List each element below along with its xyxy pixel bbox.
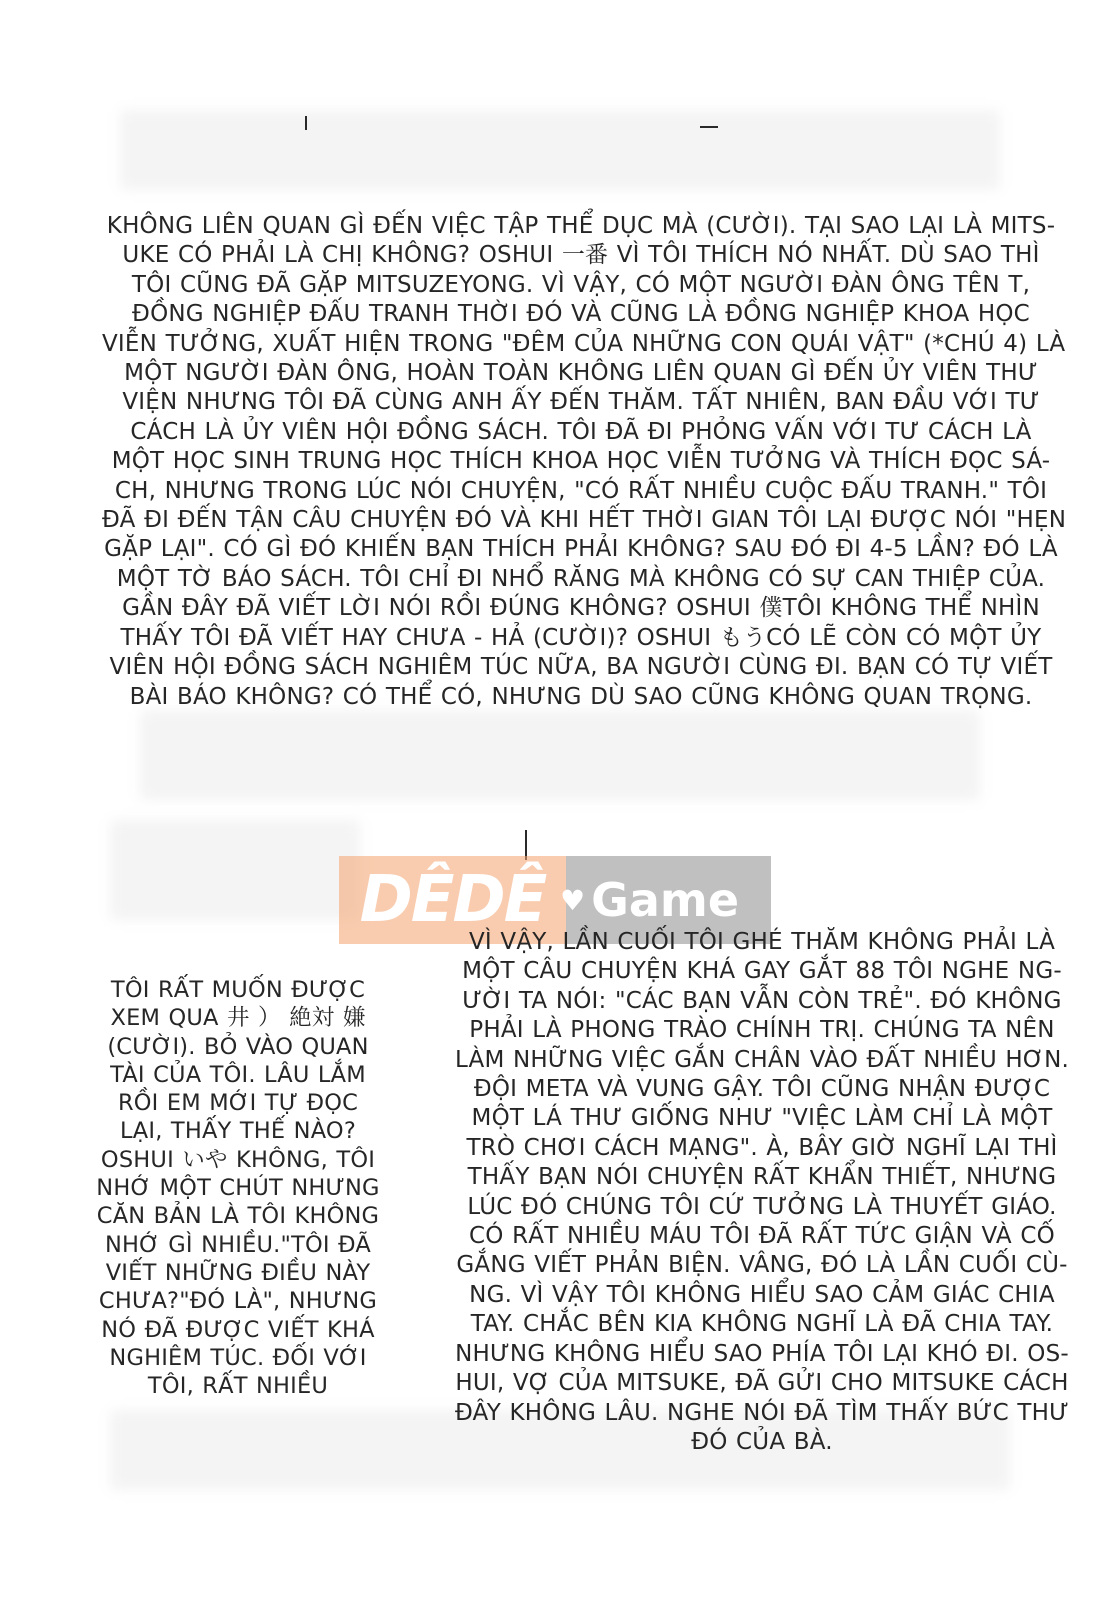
- text-line: TÔI, RẤT NHIỀU: [147, 1373, 329, 1400]
- text-line: (CƯỜI). BỎ VÀO QUAN: [107, 1033, 369, 1060]
- text-line: VIỆN NHƯNG TÔI ĐÃ CÙNG ANH ẤY ĐẾN THĂM. TẤT NHIÊN, BAN ĐẦU VỚI TƯ: [122, 389, 1040, 416]
- text-line: XEM QUA 井 ） 絶対 嫌: [110, 1005, 366, 1032]
- text-line: MỘT LÁ THƯ GIỐNG NHƯ "VIỆC LÀM CHỈ LÀ MỘT: [471, 1105, 1053, 1132]
- text-line: NGHIÊM TÚC. ĐỐI VỚI: [109, 1344, 367, 1371]
- text-line: LÚC ĐÓ CHÚNG TÔI CỨ TƯỞNG LÀ THUYẾT GIÁO.: [467, 1193, 1057, 1220]
- text-line: NÓ ĐÃ ĐƯỢC VIẾT KHÁ: [101, 1316, 375, 1343]
- text-line: MỘT TỜ BÁO SÁCH. TÔI CHỈ ĐI NHỔ RĂNG MÀ KHÔNG CÓ SỰ CAN THIỆP CỦA.: [116, 565, 1046, 592]
- text-line: LÀM NHỮNG VIỆC GẮN CHÂN VÀO ĐẤT NHIỀU HƠN.: [455, 1046, 1069, 1073]
- scan-ghost-left: [110, 820, 360, 920]
- text-line: MỘT HỌC SINH TRUNG HỌC THÍCH KHOA HỌC VIỄN TƯỞNG VÀ THÍCH ĐỌC SÁ-: [111, 448, 1051, 475]
- text-line: VIÊN HỘI ĐỒNG SÁCH NGHIÊM TÚC NỮA, BA NGƯỜI CÙNG ĐI. BẠN CÓ TỰ VIẾT: [109, 654, 1053, 681]
- text-line: NHỚ MỘT CHÚT NHƯNG: [96, 1175, 380, 1202]
- scan-ghost-top: [120, 110, 1000, 190]
- scan-mark-tick: [305, 116, 307, 130]
- text-line: NHỚ GÌ NHIỀU."TÔI ĐÃ: [105, 1231, 371, 1258]
- text-line: TAY. CHẮC BÊN KIA KHÔNG NGHĨ LÀ ĐÃ CHIA TAY.: [470, 1311, 1054, 1338]
- watermark-brand-left: DÊDÊ: [359, 863, 546, 937]
- text-line: ĐỒNG NGHIỆP ĐẤU TRANH THỜI ĐÓ VÀ CŨNG LÀ ĐỒNG NGHIỆP KHOA HỌC: [132, 301, 1030, 328]
- text-line: MỘT NGƯỜI ĐÀN ÔNG, HOÀN TOÀN KHÔNG LIÊN QUAN GÌ ĐẾN ỦY VIÊN THƯ: [124, 360, 1038, 387]
- text-line: RỒI EM MỚI TỰ ĐỌC: [117, 1090, 359, 1117]
- top-paragraph: [102, 212, 1067, 712]
- scan-ghost-middle: [140, 710, 980, 800]
- text-line: GẮNG VIẾT PHẢN BIỆN. VÂNG, ĐÓ LÀ LẦN CUỐI CÙ-: [456, 1252, 1068, 1279]
- text-line: CÁCH LÀ ỦY VIÊN HỘI ĐỒNG SÁCH. TÔI ĐÃ ĐI PHỎNG VẤN VỚI TƯ CÁCH LÀ: [130, 418, 1032, 445]
- text-line: ƯỜI TA NÓI: "CÁC BẠN VẪN CÒN TRẺ". ĐÓ KHÔNG: [462, 987, 1062, 1014]
- text-line: THẤY TÔI ĐÃ VIẾT HAY CHƯA - HẢ (CƯỜI)? OSHUI もうCÓ LẼ CÒN CÓ MỘT ỦY: [120, 624, 1042, 651]
- text-line: GẶP LẠI". CÓ GÌ ĐÓ KHIẾN BẠN THÍCH PHẢI KHÔNG? SAU ĐÓ ĐI 4-5 LẦN? ĐÓ LÀ: [104, 536, 1058, 563]
- text-line: VÌ VẬY, LẦN CUỐI TÔI GHÉ THĂM KHÔNG PHẢI LÀ: [468, 929, 1056, 955]
- text-line: UKE CÓ PHẢI LÀ CHỊ KHÔNG? OSHUI 一番 VÌ TÔI THÍCH NÓ NHẤT. DÙ SAO THÌ: [122, 242, 1040, 269]
- text-line: VIẾT NHỮNG ĐIỀU NÀY: [105, 1259, 371, 1286]
- text-line: NHƯNG KHÔNG HIỂU SAO PHÍA TÔI LẠI KHÓ ĐI. OS-: [455, 1340, 1069, 1367]
- text-line: CH, NHƯNG TRONG LÚC NÓI CHUYỆN, "CÓ RẤT NHIỀU CUỘC ĐẤU TRANH." TÔI: [114, 477, 1048, 504]
- scan-mark-dash: [700, 126, 718, 128]
- watermark-brand-right: Game: [591, 873, 740, 927]
- text-line: VIỄN TƯỞNG, XUẤT HIỆN TRONG "ĐÊM CỦA NHỮNG CON QUÁI VẬT" (*CHÚ 4) LÀ: [102, 330, 1066, 357]
- text-line: GẦN ĐÂY ĐÃ VIẾT LỜI NÓI RỒI ĐÚNG KHÔNG? OSHUI 僕TÔI KHÔNG THỂ NHÌN: [122, 595, 1040, 622]
- text-line: LẠI, THẤY THẾ NÀO?: [120, 1118, 356, 1145]
- heart-icon: ♥: [560, 883, 586, 917]
- text-line: THẤY BẠN NÓI CHUYỆN RẤT KHẨN THIẾT, NHƯNG: [467, 1164, 1057, 1191]
- text-line: CÓ RẤT NHIỀU MÁU TÔI ĐÃ RẤT TỨC GIẬN VÀ CỐ: [469, 1223, 1055, 1250]
- text-line: TÔI CŨNG ĐÃ GẶP MITSUZEYONG. VÌ VẬY, CÓ MỘT NGƯỜI ĐÀN ÔNG TÊN T,: [131, 271, 1031, 298]
- text-line: ĐÂY KHÔNG LÂU. NGHE NÓI ĐÃ TÌM THẤY BỨC THƯ: [454, 1399, 1070, 1426]
- text-line: CĂN BẢN LÀ TÔI KHÔNG: [96, 1203, 380, 1230]
- text-line: TÔI RẤT MUỐN ĐƯỢC: [110, 977, 366, 1003]
- text-line: BÀI BÁO KHÔNG? CÓ THỂ CÓ, NHƯNG DÙ SAO CŨNG KHÔNG QUAN TRỌNG.: [129, 683, 1033, 710]
- text-line: TRÒ CHƠI CÁCH MẠNG". À, BÂY GIỜ NGHĨ LẠI THÌ: [466, 1134, 1058, 1161]
- right-paragraph: [446, 928, 1078, 1457]
- text-line: ĐÃ ĐI ĐẾN TẬN CÂU CHUYỆN ĐÓ VÀ KHI HẾT THỜI GIAN TÔI LẠI ĐƯỢC NÓI "HẸN: [102, 507, 1067, 534]
- text-line: NG. VÌ VẬY TÔI KHÔNG HIỂU SAO CẢM GIÁC CHIA: [469, 1281, 1055, 1308]
- text-line: HUI, VỢ CỦA MITSUKE, ĐÃ GỬI CHO MITSUKE CÁCH: [455, 1370, 1069, 1397]
- text-line: KHÔNG LIÊN QUAN GÌ ĐẾN VIỆC TẬP THỂ DỤC MÀ (CƯỜI). TẠI SAO LẠI LÀ MITS-: [106, 213, 1056, 239]
- text-line: CHƯA?"ĐÓ LÀ", NHƯNG: [98, 1288, 378, 1315]
- left-paragraph: [93, 976, 383, 1400]
- text-line: ĐÓ CỦA BÀ.: [691, 1428, 833, 1455]
- text-line: PHẢI LÀ PHONG TRÀO CHÍNH TRỊ. CHÚNG TA NÊN: [469, 1017, 1055, 1044]
- text-line: MỘT CÂU CHUYỆN KHÁ GAY GẮT 88 TÔI NGHE NG-: [462, 958, 1062, 985]
- text-line: TÀI CỦA TÔI. LÂU LẮM: [110, 1061, 366, 1088]
- text-line: ĐỘI META VÀ VUNG GẬY. TÔI CŨNG NHẬN ĐƯỢC: [473, 1076, 1051, 1103]
- text-line: OSHUI いや KHÔNG, TÔI: [100, 1146, 376, 1173]
